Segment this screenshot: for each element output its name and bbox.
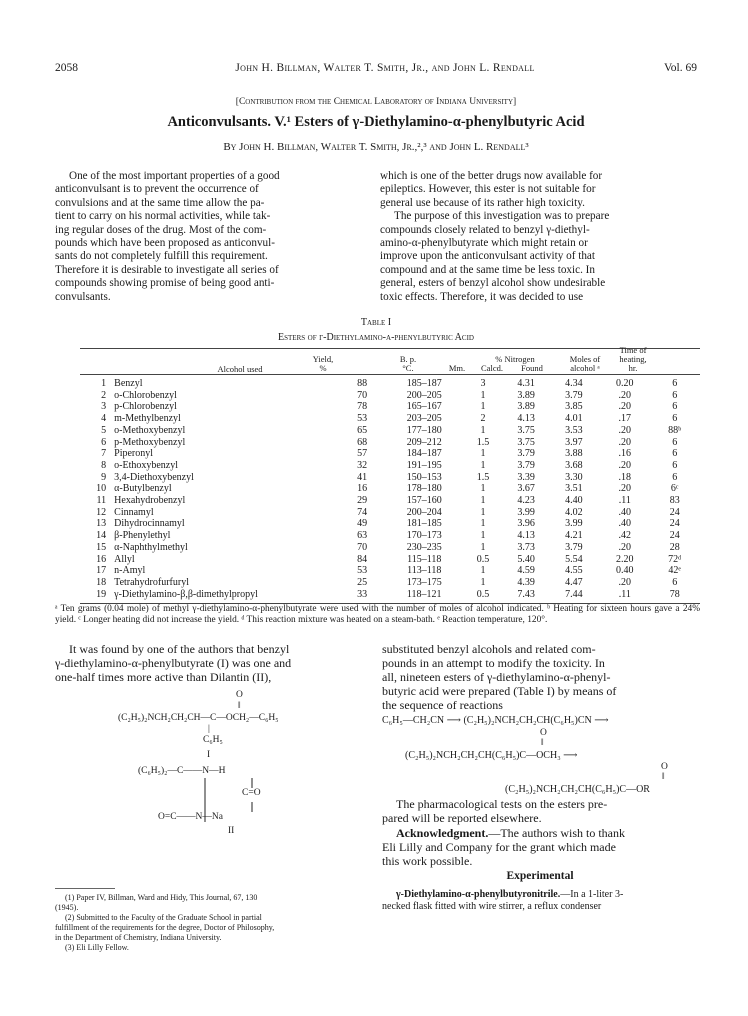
time-cell: 6 — [672, 459, 678, 471]
table-row — [84, 401, 698, 413]
structure-II-line1: (C₆H₅)₂—C——N—H — [138, 766, 226, 776]
experimental-text — [382, 889, 698, 913]
col-head-moles: Moles of alcohol ᵃ — [569, 354, 601, 373]
reaction-step-1: C₆H₅—CH₂CN ⟶ (C₂H₅)₂NCH₂CH₂CH(C₆H₅)CN ⟶ — [382, 715, 609, 726]
mm-cell: 1 — [480, 518, 486, 530]
moles-cell: .40 — [618, 518, 632, 530]
found-cell: 3.30 — [565, 471, 583, 483]
table-caption: Table I — [360, 317, 392, 328]
bp-cell: 181–185 — [406, 518, 442, 530]
structure-II-line3: O=C——N—Na — [158, 812, 223, 822]
table-row — [84, 554, 698, 566]
text-line: tient to carry on his normal activities, while tak- — [55, 210, 271, 223]
found-cell: 3.79 — [565, 541, 583, 553]
table-row — [84, 378, 698, 390]
text-line: epileptics. However, this ester is not suitable for — [380, 183, 596, 196]
text-line: compound and at the same time be less toxic. In — [380, 263, 595, 276]
text-line: The purpose of this investigation was to prepare — [394, 210, 610, 223]
found-cell: 3.99 — [565, 518, 583, 530]
moles-cell: .18 — [618, 471, 632, 483]
col-head-found: Found — [521, 363, 543, 373]
bp-cell: 200–204 — [406, 506, 442, 518]
yield-cell: 16 — [357, 483, 368, 495]
time-cell: 6 — [672, 401, 678, 413]
col-head-calcd: Calcd. — [481, 363, 503, 373]
alcohol-cell: n-Amyl — [114, 565, 146, 577]
pharm-paragraph — [382, 797, 698, 825]
found-cell: 4.55 — [565, 565, 583, 577]
time-cell: 6 — [672, 436, 678, 448]
yield-cell: 53 — [357, 413, 368, 425]
mm-cell: 1 — [480, 565, 486, 577]
bp-cell: 200–205 — [406, 389, 442, 401]
found-cell: 3.79 — [565, 389, 583, 401]
footnote-line: fulfillment of the requirements for the degree, Doctor of Philosophy, — [55, 923, 275, 932]
footnote-line: (1945). — [55, 903, 79, 912]
table-row — [84, 565, 698, 577]
alcohol-cell: Tetrahydrofurfuryl — [114, 576, 189, 588]
found-cell: 3.51 — [565, 483, 583, 495]
acknowledgment — [382, 826, 698, 868]
carbonyl-oxygen: O — [661, 762, 668, 772]
intro-right-column — [380, 170, 698, 304]
text-line: Eli Lilly and Company for the grant which made — [382, 840, 616, 854]
alcohol-cell: Cinnamyl — [114, 506, 154, 518]
bp-cell: 185–187 — [406, 378, 442, 389]
table-row — [84, 472, 698, 484]
moles-cell: 0.20 — [616, 378, 634, 389]
table-row — [84, 589, 698, 601]
alcohol-cell: 3,4-Diethoxybenzyl — [114, 471, 194, 483]
found-cell: 7.44 — [565, 588, 583, 600]
alcohol-cell: α-Naphthylmethyl — [114, 541, 188, 553]
text-line: one-half times more active than Dilantin (II), — [55, 670, 272, 684]
text-line: convulsants. — [55, 290, 111, 303]
double-bond: ‖ — [238, 701, 241, 711]
bp-cell: 150–153 — [406, 471, 442, 483]
table-row — [84, 413, 698, 425]
time-cell: 24 — [669, 518, 680, 530]
table-row — [84, 437, 698, 449]
calcd-cell: 4.31 — [517, 378, 535, 389]
row-number: 14 — [96, 530, 107, 542]
calcd-cell: 4.13 — [517, 413, 535, 425]
body-right-column — [382, 642, 698, 712]
found-cell: 3.97 — [565, 436, 583, 448]
mm-cell: 1 — [480, 483, 486, 495]
byline: By John H. Billman, Walter T. Smith, Jr.,²,³ and John L. Rendall³ — [223, 141, 529, 153]
row-number: 6 — [101, 436, 107, 448]
bp-cell: 157–160 — [406, 495, 442, 507]
table-row — [84, 577, 698, 589]
mm-cell: 1.5 — [476, 471, 490, 483]
yield-cell: 33 — [357, 588, 368, 600]
table-row — [84, 495, 698, 507]
structure-label-I: I — [207, 750, 211, 760]
found-cell: 4.40 — [565, 495, 583, 507]
calcd-cell: 3.75 — [517, 424, 535, 436]
time-cell: 28 — [669, 541, 680, 553]
reaction-step-3: (C₂H₅)₂NCH₂CH₂CH(C₆H₅)C—OR — [505, 784, 650, 795]
calcd-cell: 3.89 — [517, 401, 535, 413]
table-footnote: ᵃ Ten grams (0.04 mole) of methyl γ-diethylamino-α-phenylbutyrate were used with the number of moles of alcohol indicated. ᵇ Heating for sixteen hours gave a 24% yield. ᶜ Longer heating did not increase the yield. ᵈ This reaction mixture was heated on a steam-bath. ᵉ Reaction temperature, 120°. — [55, 604, 700, 625]
bp-cell: 165–167 — [406, 401, 442, 413]
yield-cell: 25 — [357, 576, 368, 588]
time-cell: 78 — [669, 588, 680, 600]
mm-cell: 1 — [480, 459, 486, 471]
bond-line: | — [208, 724, 210, 734]
moles-cell: .20 — [618, 541, 632, 553]
found-cell: 3.88 — [565, 448, 583, 460]
yield-cell: 32 — [357, 459, 368, 471]
time-cell: 24 — [669, 530, 680, 542]
footnote-line: (2) Submitted to the Faculty of the Graduate School in partial — [65, 913, 262, 922]
found-cell: 3.85 — [565, 401, 583, 413]
alcohol-cell: Dihydrocinnamyl — [114, 518, 185, 530]
alcohol-cell: p-Methoxybenzyl — [114, 436, 186, 448]
found-cell: 4.02 — [565, 506, 583, 518]
yield-cell: 70 — [357, 541, 368, 553]
calcd-cell: 4.59 — [517, 565, 535, 577]
calcd-cell: 3.99 — [517, 506, 535, 518]
calcd-cell: 4.23 — [517, 495, 535, 507]
row-number: 13 — [96, 518, 107, 530]
found-cell: 4.01 — [565, 413, 583, 425]
contribution-note: [Contribution from the Chemical Laboratory of Indiana University] — [235, 97, 517, 107]
time-cell: 6 — [672, 389, 678, 401]
alcohol-cell: o-Methoxybenzyl — [114, 424, 186, 436]
mm-cell: 1.5 — [476, 436, 490, 448]
yield-cell: 41 — [357, 471, 368, 483]
carbonyl-oxygen: O — [236, 690, 243, 700]
table-subtitle: Esters of γ-Diethylamino-α-phenylbutyric Acid — [278, 332, 474, 343]
alcohol-cell: p-Chlorobenzyl — [114, 401, 177, 413]
table-row — [84, 507, 698, 519]
bp-cell: 177–180 — [406, 424, 442, 436]
bp-cell: 191–195 — [406, 459, 442, 471]
ack-text: —The authors wish to thank — [488, 826, 625, 840]
text-line: toxic effects. Therefore, it was decided to use — [380, 290, 584, 303]
bp-cell: 170–173 — [406, 530, 442, 542]
table-row — [84, 483, 698, 495]
alcohol-cell: m-Methylbenzyl — [114, 413, 181, 425]
calcd-cell: 3.89 — [517, 389, 535, 401]
time-cell: 6 — [672, 448, 678, 460]
yield-cell: 70 — [357, 389, 368, 401]
row-number: 16 — [96, 553, 107, 565]
carbonyl-oxygen: O — [540, 728, 547, 738]
row-number: 7 — [101, 448, 107, 460]
yield-cell: 68 — [357, 436, 368, 448]
moles-cell: .20 — [618, 576, 632, 588]
moles-cell: .11 — [618, 495, 631, 507]
col-head-time: Time of heating, hr. — [619, 345, 647, 373]
bp-cell: 118–121 — [406, 588, 442, 600]
running-authors: John H. Billman, Walter T. Smith, Jr., and John L. Rendall — [235, 62, 535, 74]
col-head-nitrogen: % Nitrogen — [495, 354, 535, 364]
double-bond: ‖ — [541, 738, 544, 748]
text-line: convulsions and at the same time allow the pa- — [55, 196, 265, 209]
time-cell: 88ᵇ — [668, 424, 682, 436]
col-head-mm: Mm. — [448, 363, 466, 373]
double-bond: ‖ — [662, 772, 665, 782]
found-cell: 4.47 — [565, 576, 583, 588]
table-top-rule — [80, 348, 700, 349]
bp-cell: 115–118 — [407, 553, 442, 565]
table-row — [84, 518, 698, 530]
text-line: ing regular doses of the drug. Most of the com- — [55, 223, 267, 236]
text-line: The pharmacological tests on the esters pre- — [396, 797, 608, 811]
footnote-line: (3) Eli Lilly Fellow. — [65, 943, 129, 952]
text-line: butyric acid were prepared (Table I) by means of — [382, 684, 617, 698]
calcd-cell: 3.39 — [517, 471, 535, 483]
yield-cell: 78 — [357, 401, 368, 413]
intro-left-column — [55, 170, 365, 304]
row-number: 18 — [96, 576, 107, 588]
bp-cell: 184–187 — [406, 448, 442, 460]
row-number: 8 — [101, 459, 107, 471]
structure-label-II: II — [228, 826, 235, 836]
found-cell: 3.68 — [565, 459, 583, 471]
alcohol-cell: Allyl — [114, 553, 135, 565]
time-cell: 24 — [669, 506, 680, 518]
text-line: improve upon the anticonvulsant activity of that — [380, 250, 595, 263]
text-line: amino-α-phenylbutyrate which might retain or — [380, 237, 588, 250]
mm-cell: 1 — [480, 448, 486, 460]
text-line: pounds which have been proposed as anticonvul- — [55, 237, 275, 250]
row-number: 1 — [101, 378, 107, 389]
text-line: One of the most important properties of a good — [69, 170, 280, 182]
ack-heading: Acknowledgment. — [396, 826, 489, 840]
alcohol-cell: α-Butylbenzyl — [114, 483, 172, 495]
mm-cell: 1 — [480, 389, 486, 401]
moles-cell: .20 — [618, 483, 632, 495]
row-number: 3 — [101, 401, 107, 413]
footnote-line: in the Department of Chemistry, Indiana University. — [55, 933, 222, 942]
found-cell: 3.53 — [565, 424, 583, 436]
bp-cell: 230–235 — [406, 541, 442, 553]
row-number: 15 — [96, 541, 107, 553]
mm-cell: 1 — [480, 530, 486, 542]
col-head-alcohol: Alcohol used — [217, 364, 263, 374]
moles-cell: .16 — [618, 448, 632, 460]
time-cell: 72ᵈ — [668, 553, 682, 565]
page-footnotes — [55, 893, 373, 953]
calcd-cell: 3.79 — [517, 448, 535, 460]
row-number: 5 — [101, 424, 107, 436]
row-number: 11 — [96, 495, 107, 507]
alcohol-cell: Hexahydrobenzyl — [114, 495, 186, 507]
found-cell: 4.21 — [565, 530, 583, 542]
running-header — [55, 62, 697, 78]
text-line: pared will be reported elsewhere. — [382, 811, 542, 825]
text-line: It was found by one of the authors that benzyl — [69, 642, 290, 656]
text-line: compounds closely related to benzyl γ-diethyl- — [380, 223, 590, 236]
moles-cell: .20 — [618, 389, 632, 401]
time-cell: 42ᵉ — [668, 565, 681, 577]
text-line: general, esters of benzyl alcohol show undesirable — [380, 277, 606, 290]
text-line: which is one of the better drugs now available for — [380, 170, 603, 182]
mm-cell: 3 — [480, 378, 486, 389]
mm-cell: 2 — [480, 413, 486, 425]
row-number: 10 — [96, 483, 107, 495]
moles-cell: .17 — [618, 413, 632, 425]
bp-cell: 209–212 — [406, 436, 442, 448]
found-cell: 4.34 — [565, 378, 583, 389]
alcohol-cell: o-Chlorobenzyl — [114, 389, 177, 401]
calcd-cell: 4.39 — [517, 576, 535, 588]
compound-name: γ-Diethylamino-α-phenylbutyronitrile. — [396, 889, 561, 900]
volume-label: Vol. 69 — [663, 62, 697, 74]
table-row — [84, 425, 698, 437]
yield-cell: 84 — [357, 553, 368, 565]
mm-cell: 0.5 — [476, 553, 490, 565]
time-cell: 6 — [672, 378, 678, 389]
mm-cell: 1 — [480, 401, 486, 413]
text-line: all, nineteen esters of γ-diethylamino-α-phenyl- — [382, 670, 611, 684]
calcd-cell: 3.75 — [517, 436, 535, 448]
calcd-cell: 3.67 — [517, 483, 535, 495]
text-line: this work possible. — [382, 854, 473, 868]
phenyl-group: C₆H₅ — [203, 735, 223, 745]
text-line: —In a 1-liter 3- — [560, 889, 624, 900]
reaction-step-2: (C₂H₅)₂NCH₂CH₂CH(C₆H₅)C—OCH₃ ⟶ — [405, 750, 578, 761]
moles-cell: 2.20 — [616, 553, 634, 565]
footnote-line: (1) Paper IV, Billman, Ward and Hidy, This Journal, 67, 130 — [65, 893, 258, 902]
found-cell: 5.54 — [565, 553, 583, 565]
calcd-cell: 5.40 — [517, 553, 535, 565]
moles-cell: .20 — [618, 401, 632, 413]
yield-cell: 65 — [357, 424, 368, 436]
moles-cell: .11 — [618, 588, 631, 600]
structure-II-line2: C=O — [242, 788, 261, 798]
row-number: 19 — [96, 588, 107, 600]
bp-cell: 178–180 — [406, 483, 442, 495]
mm-cell: 1 — [480, 576, 486, 588]
alcohol-cell: Benzyl — [114, 378, 143, 389]
alcohol-cell: Piperonyl — [114, 448, 154, 460]
moles-cell: .20 — [618, 424, 632, 436]
alcohol-cell: γ-Diethylamino-β,β-dimethylpropyl — [114, 588, 258, 600]
text-line: substituted benzyl alcohols and related com- — [382, 642, 596, 656]
structure-I-main: (C₂H₅)₂NCH₂CH₂CH—C—OCH₂—C₆H₅ — [118, 713, 279, 723]
moles-cell: .42 — [618, 530, 632, 542]
page-number: 2058 — [55, 62, 78, 74]
moles-cell: 0.40 — [616, 565, 634, 577]
time-cell: 6 — [672, 413, 678, 425]
footnote-rule — [55, 888, 115, 889]
text-line: necked flask fitted with wire stirrer, a reflux condenser — [382, 901, 602, 912]
row-number: 2 — [101, 389, 107, 401]
mm-cell: 1 — [480, 424, 486, 436]
yield-cell: 63 — [357, 530, 368, 542]
text-line: pounds in an attempt to modify the toxicity. In — [382, 656, 605, 670]
alcohol-cell: β-Phenylethyl — [114, 530, 171, 542]
body-left-column — [55, 642, 365, 684]
moles-cell: .20 — [618, 459, 632, 471]
calcd-cell: 3.73 — [517, 541, 535, 553]
yield-cell: 57 — [357, 448, 368, 460]
row-number: 9 — [101, 471, 107, 483]
text-line: anticonvulsant is to prevent the occurrence of — [55, 183, 259, 196]
text-line: general use because of its rather high toxicity. — [380, 196, 585, 209]
text-line: sants do not completely fulfill this requirement. — [55, 250, 268, 263]
time-cell: 83 — [669, 495, 680, 507]
calcd-cell: 4.13 — [517, 530, 535, 542]
moles-cell: .20 — [618, 436, 632, 448]
table-header-rule — [80, 374, 700, 375]
yield-cell: 29 — [357, 495, 368, 507]
bp-cell: 203–205 — [406, 413, 442, 425]
col-head-yield: Yield, % — [312, 354, 334, 373]
mm-cell: 1 — [480, 506, 486, 518]
row-number: 17 — [96, 565, 107, 577]
yield-cell: 88 — [357, 378, 368, 389]
experimental-heading: Experimental — [506, 870, 574, 882]
yield-cell: 49 — [357, 518, 368, 530]
time-cell: 6 — [672, 576, 678, 588]
article-title: Anticonvulsants. V.¹ Esters of γ-Diethylamino-α-phenylbutyric Acid — [167, 114, 585, 130]
yield-cell: 53 — [357, 565, 368, 577]
text-line: Therefore it is desirable to investigate all series of — [55, 263, 279, 276]
mm-cell: 1 — [480, 495, 486, 507]
bp-cell: 173–175 — [406, 576, 442, 588]
moles-cell: .40 — [618, 506, 632, 518]
text-line: compounds showing promise of being good anti- — [55, 277, 275, 290]
table-row — [84, 460, 698, 472]
esters-table — [84, 378, 698, 600]
calcd-cell: 3.96 — [517, 518, 535, 530]
row-number: 4 — [101, 413, 107, 425]
yield-cell: 74 — [357, 506, 368, 518]
time-cell: 6ᶜ — [670, 483, 679, 495]
mm-cell: 0.5 — [476, 588, 490, 600]
table-row — [84, 448, 698, 460]
calcd-cell: 7.43 — [517, 588, 535, 600]
bp-cell: 113–118 — [407, 565, 442, 577]
mm-cell: 1 — [480, 541, 486, 553]
calcd-cell: 3.79 — [517, 459, 535, 471]
row-number: 12 — [96, 506, 107, 518]
table-row — [84, 542, 698, 554]
table-row — [84, 530, 698, 542]
alcohol-cell: o-Ethoxybenzyl — [114, 459, 179, 471]
col-head-bp: B. p. °C. — [399, 354, 417, 373]
time-cell: 6 — [672, 471, 678, 483]
text-line: the sequence of reactions — [382, 698, 503, 712]
text-line: γ-diethylamino-α-phenylbutyrate (I) was one and — [55, 656, 292, 670]
table-row — [84, 390, 698, 402]
